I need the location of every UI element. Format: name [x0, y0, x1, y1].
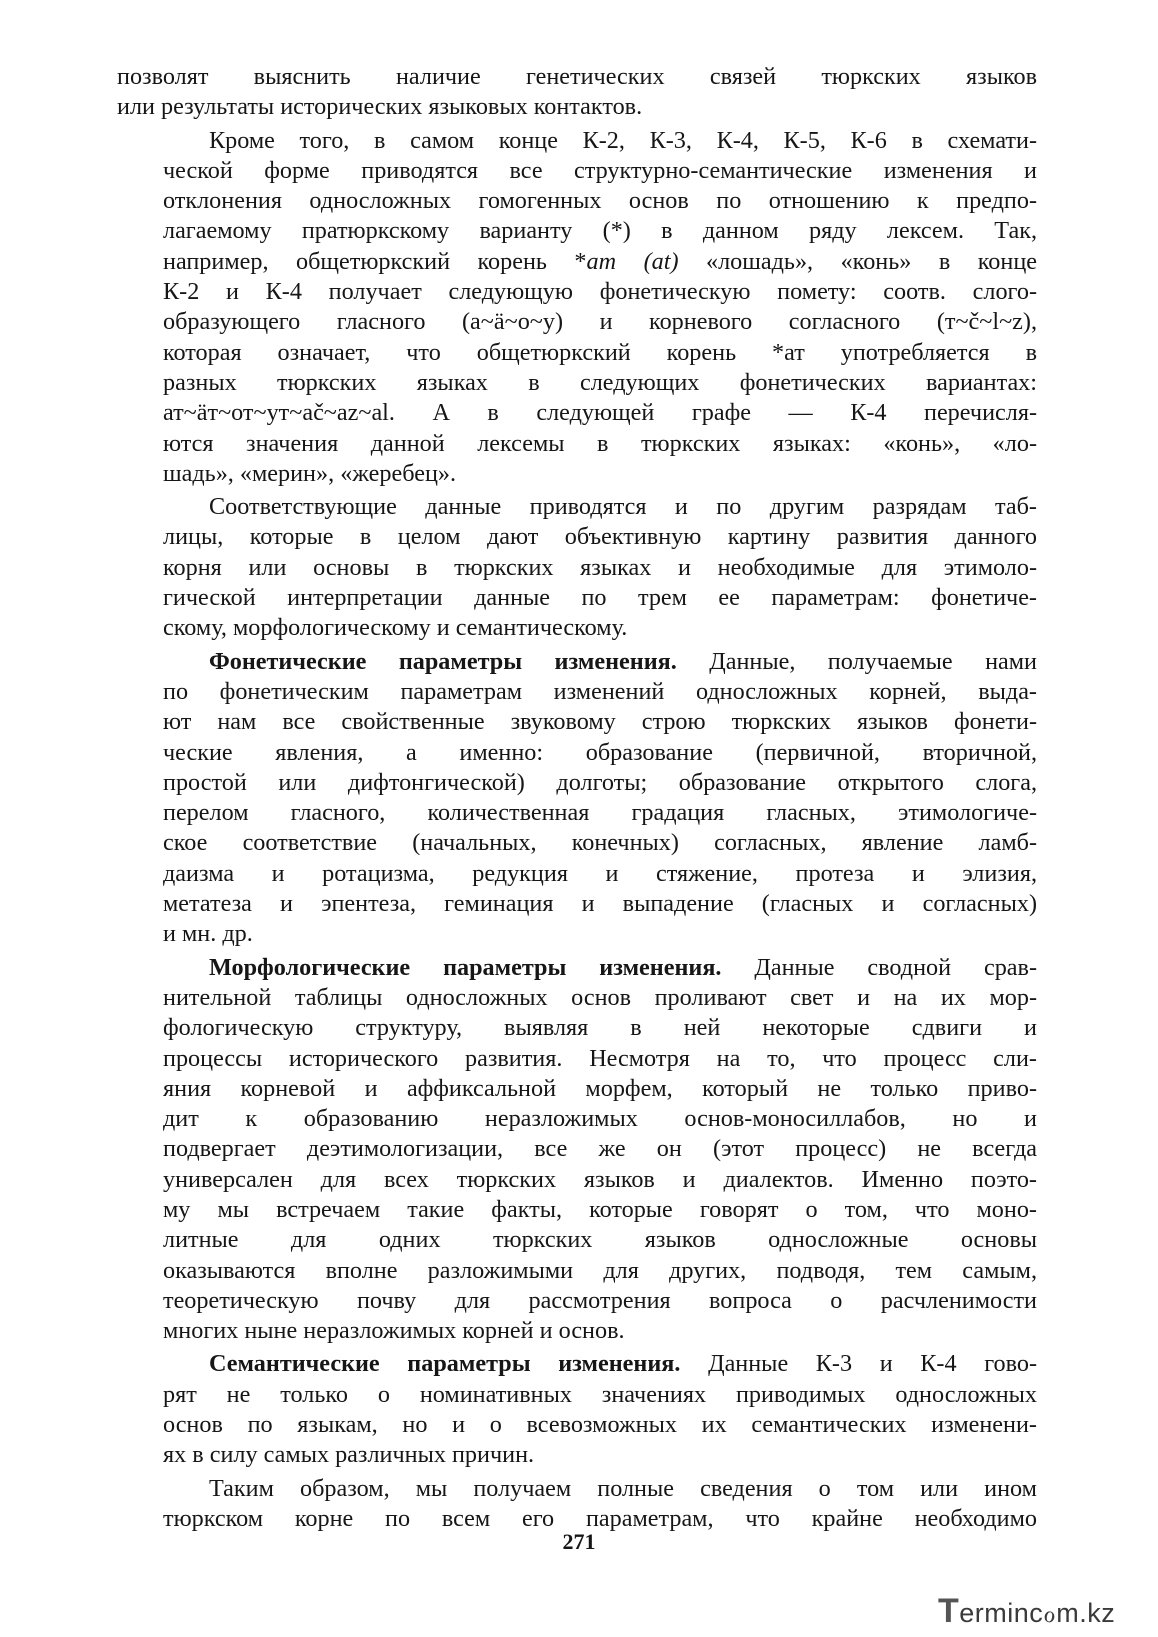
watermark-o: ℴ	[1043, 1598, 1057, 1628]
text-line: шадь», «мерин», «жеребец».	[163, 459, 457, 487]
text-fragment: «лошадь», «конь» в конце	[678, 247, 1038, 275]
text-line: К-2 и К-4 получает следующую фонетическую помету: соотв. слого-	[163, 278, 1037, 306]
page-body	[117, 62, 1037, 1537]
text-line: литные для одних тюркских языков односложные основы	[163, 1226, 1037, 1254]
text-line: многих ныне неразложимых корней и основ.	[163, 1317, 625, 1345]
text-line: яния корневой и аффиксальной морфем, который не только приво-	[163, 1074, 1037, 1102]
text-line: и мн. др.	[163, 920, 253, 948]
text-line: дит к образованию неразложимых основ-моносиллабов, но и	[163, 1105, 1037, 1133]
text-line-with-heading	[117, 1349, 1037, 1379]
text-line: ют нам все свойственные звуковому строю тюркских языков фонети-	[163, 708, 1037, 736]
paragraph-3	[117, 492, 1037, 643]
text-line: отклонения односложных гомогенных основ по отношению к предпо-	[163, 187, 1037, 215]
text-line: подвергает деэтимологизации, все же он (этот процесс) не всегда	[163, 1135, 1037, 1163]
text-line: теоретическую почву для рассмотрения вопроса о расчленимости	[163, 1286, 1037, 1314]
text-line: тюркском корне по всем его параметрам, что крайне необходимо	[163, 1504, 1037, 1532]
text-line: которая означает, что общетюркский корень *ат употребляется в	[163, 338, 1037, 366]
paragraph-semantic	[117, 1349, 1037, 1470]
text-line-with-heading	[117, 647, 1037, 677]
text-line: Кроме того, в самом конце К-2, К-3, К-4, К-5, К-6 в схемати-	[209, 126, 1037, 154]
italic-root: am (at)	[586, 247, 679, 275]
text-line: метатеза и эпентеза, геминация и выпадение (гласных и согласных)	[163, 890, 1037, 918]
text-line: лицы, которые в целом дают объективную картину развития данного	[163, 523, 1037, 551]
page-number: 271	[562, 1529, 596, 1554]
text-line: по фонетическим параметрам изменений односложных корней, выда-	[163, 677, 1037, 705]
text-fragment: Данные, получаемые нами	[676, 647, 1037, 675]
text-line: Таким образом, мы получаем полные сведения о том или ином	[209, 1474, 1037, 1502]
text-line: оказываются вполне разложимыми для других, подводя, тем самым,	[163, 1256, 1037, 1284]
text-line: ются значения данной лексемы в тюркских языках: «конь», «ло-	[163, 429, 1037, 457]
text-line: ское соответствие (начальных, конечных) согласных, явление ламб-	[163, 829, 1037, 857]
watermark-text: erminc	[959, 1598, 1044, 1628]
text-line: универсален для всех тюркских языков и диалектов. Именно поэто-	[163, 1165, 1037, 1193]
text-line: даизма и ротацизма, редукция и стяжение, протеза и элизия,	[163, 859, 1037, 887]
text-line: ат~äт~от~ут~ač~az~al. А в следующей графе — К-4 перечисля-	[163, 399, 1037, 427]
paragraph-1	[117, 62, 1037, 123]
text-line: му мы встречаем такие факты, которые говорят о том, что моно-	[163, 1195, 1037, 1223]
text-line: скому, морфологическому и семантическому.	[163, 614, 628, 642]
text-fragment: Данные сводной срав-	[721, 953, 1037, 981]
text-fragment: например, общетюркский корень *	[163, 247, 587, 275]
text-line-with-heading	[117, 953, 1037, 983]
section-heading-phonetic: Фонетические параметры изменения.	[209, 647, 677, 675]
text-line: перелом гласного, количественная градация гласных, этимологиче-	[163, 799, 1037, 827]
text-line: гической интерпретации данные по трем ее параметрам: фонетиче-	[163, 584, 1037, 612]
paragraph-7	[117, 1474, 1037, 1535]
watermark-initial: T	[938, 1592, 960, 1630]
text-fragment: Данные К-3 и К-4 гово-	[680, 1350, 1038, 1378]
text-line: корня или основы в тюркских языках и необходимые для этимоло-	[163, 553, 1037, 581]
text-line: ях в силу самых различных причин.	[163, 1441, 535, 1469]
paragraph-morphological	[117, 953, 1037, 1347]
paragraph-2	[117, 126, 1037, 490]
text-line: рят не только о номинативных значениях приводимых односложных	[163, 1380, 1037, 1408]
watermark-tail: m.kz	[1056, 1598, 1116, 1628]
text-line: простой или дифтонгической) долготы; образование открытого слога,	[163, 768, 1037, 796]
text-line-with-italic	[117, 247, 1037, 277]
paragraph-phonetic	[117, 647, 1037, 950]
text-line: процессы исторического развития. Несмотря на то, что процесс сли-	[163, 1044, 1037, 1072]
section-heading-semantic: Семантические параметры изменения.	[209, 1350, 681, 1378]
text-line: позволят выяснить наличие генетических связей тюркских языков	[117, 63, 1037, 90]
text-line: разных тюркских языках в следующих фонетических вариантах:	[163, 368, 1037, 396]
text-line: образующего гласного (а~ä~о~у) и корневого согласного (т~č~l~z),	[163, 308, 1037, 336]
text-line: лагаемому пратюркскому варианту (*) в данном ряду лексем. Так,	[163, 217, 1037, 245]
text-line: нительной таблицы односложных основ проливают свет и на их мор-	[163, 983, 1037, 1011]
text-line: ческой форме приводятся все структурно-семантические изменения и	[163, 156, 1037, 184]
section-heading-morphological: Морфологические параметры изменения.	[209, 953, 722, 981]
text-line: Соответствующие данные приводятся и по другим разрядам таб-	[209, 493, 1037, 521]
text-line: фологическую структуру, выявляя в ней некоторые сдвиги и	[163, 1014, 1037, 1042]
watermark-logo	[938, 1592, 1115, 1631]
text-line: или результаты исторических языковых контактов.	[117, 93, 643, 121]
text-line: основ по языкам, но и о всевозможных их семантических изменени-	[163, 1411, 1037, 1439]
text-line: ческие явления, а именно: образование (первичной, вторичной,	[163, 738, 1037, 766]
